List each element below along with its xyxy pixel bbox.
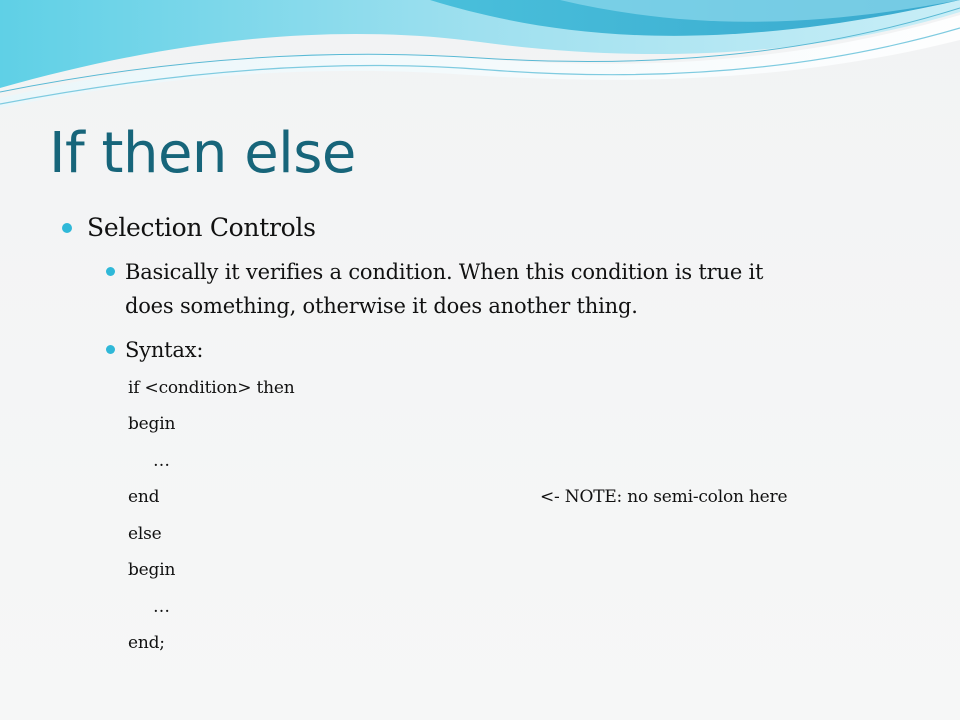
code-line: begin [128, 414, 176, 434]
semicolon-note: <- NOTE: no semi-colon here [540, 487, 788, 507]
bullet-dot [106, 345, 115, 354]
header-wave-decoration [0, 0, 960, 130]
code-line: end [128, 487, 160, 507]
code-line: begin [128, 560, 176, 580]
sub-bullet-description-line1: Basically it verifies a condition. When this condition is true it [125, 260, 764, 284]
bullet-dot [106, 267, 115, 276]
code-line: else [128, 524, 162, 544]
code-line: if <condition> then [128, 378, 295, 398]
slide-title: If then else [49, 121, 356, 186]
code-line: … [153, 451, 170, 471]
sub-bullet-description-line2: does something, otherwise it does another thing. [125, 294, 638, 318]
bullet-dot [62, 223, 72, 233]
code-line: end; [128, 633, 165, 653]
code-line: … [153, 597, 170, 617]
bullet-selection-controls: Selection Controls [87, 213, 316, 242]
sub-bullet-syntax: Syntax: [125, 338, 204, 362]
